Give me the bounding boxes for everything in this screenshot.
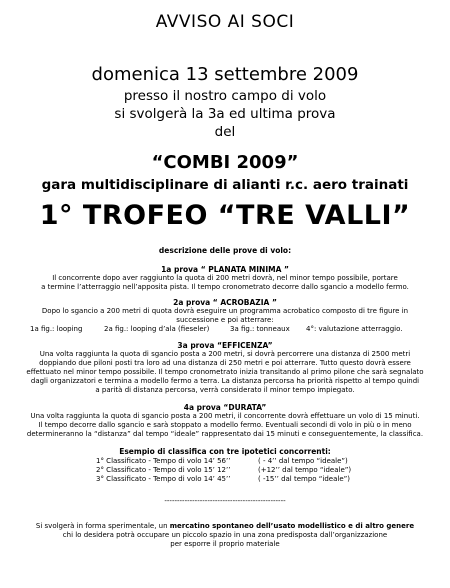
prova-3-line-3: effettuato nel minor tempo possibile. Il tempo cronometrato inizia transitando al primo pilone che sarà segnalato [26, 368, 424, 376]
footer-line-1-text: Si svolgerà in forma sperimentale, un [35, 522, 170, 530]
prova-4-line-1: Una volta raggiunta la quota di sgancio posta a 200 metri, il concorrente dovrà effettuare un volo di 15 minuti. [30, 412, 420, 420]
prova-2-line-2: successione e poi atterrare: [176, 316, 274, 324]
footer-line-3: per esporre il proprio materiale [170, 540, 280, 548]
prova-1-line-1: Il concorrente dopo aver raggiunto la quota di 200 metri dovrà, nel minor tempo possibile, portare [52, 274, 398, 282]
footer-line-1 [0, 522, 450, 531]
prova-3-line-5: a parità di distanza percorsa, verrà considerato il minor tempo impiegato. [95, 386, 355, 394]
notice-title: AVVISO AI SOCI [155, 12, 295, 32]
prova-4-heading: 4a prova “DURATA” [183, 403, 267, 412]
example-heading: Esempio di classifica con tre ipotetici concorrenti: [119, 447, 331, 456]
prova-3-line-2: doppiando due piloni posti tra loro ad una distanza di 250 metri e poi atterrare. Tutto questo dovrà essere [39, 359, 411, 367]
example-row-3-right: ( -15’’ dal tempo “ideale”) [258, 475, 351, 483]
prova-3-line-4: dagli organizzatori e termina a modello fermo a terra. La distanza percorsa ha priorità rispetto al tempo quindi [30, 377, 420, 385]
example-row-1-right: ( - 4’’ dal tempo “ideale”) [258, 457, 348, 465]
prova-1-line-2: a termine l’atterraggio nell’apposita pista. Il tempo cronometrato decorre dallo sgancio a modello fermo. [41, 283, 409, 291]
prova-4-line-3: determineranno la “distanza” dal tempo “ideale” rappresentato dai 15 minuti e conseguentemente, la classifica. [26, 430, 424, 438]
example-row-2-left: 2° Classificato - Tempo di volo 15’ 12’’ [96, 466, 231, 474]
prova-2-figure-4: 4°: valutazione atterraggio. [306, 325, 403, 333]
event-name: “COMBI 2009” [151, 152, 299, 173]
event-date: domenica 13 settembre 2009 [91, 64, 359, 85]
prova-2-line-1: Dopo lo sgancio a 200 metri di quota dovrà eseguire un programma acrobatico composto di tre figure in [41, 307, 409, 315]
example-row-1-left: 1° Classificato - Tempo di volo 14’ 56’’ [96, 457, 231, 465]
trophy-title: 1° TROFEO “TRE VALLI” [39, 200, 411, 231]
prova-3-heading: 3a prova “EFFICENZA” [177, 341, 273, 350]
footer-mercatino: mercatino spontaneo dell’usato modellistico e di altro genere [169, 522, 415, 530]
prova-2-heading: 2a prova “ ACROBAZIA ” [173, 298, 277, 307]
location-line: presso il nostro campo di volo [123, 88, 327, 104]
round-line: si svolgerà la 3a ed ultima prova [114, 106, 336, 122]
footer-line-2: chi lo desidera potrà occupare un piccolo spazio in una zona predisposta dall’organizzazione [62, 531, 388, 539]
prova-3-line-1: Una volta raggiunta la quota di sgancio posta a 200 metri, si dovrà percorrere una distanza di 2500 metri [39, 350, 411, 358]
prova-2-figure-3: 3a fig.: tonneaux [230, 325, 290, 333]
example-row-3-left: 3° Classificato - Tempo di volo 14’ 45’’ [96, 475, 231, 483]
prova-1-heading: 1a prova “ PLANATA MINIMA ” [161, 265, 289, 274]
event-subtitle: gara multidisciplinare di alianti r.c. aero trainati [41, 177, 409, 193]
prova-2-figure-2: 2a fig.: looping d’ala (fieseler) [104, 325, 210, 333]
example-row-2-right: (+12’’ dal tempo “ideale”) [258, 466, 352, 474]
del-line: del [214, 124, 236, 140]
prova-4-line-2: Il tempo decorre dallo sgancio e sarà stoppato a modello fermo. Eventuali secondi di volo in più o in meno [38, 421, 412, 429]
separator: ------------------------------------------------ [164, 497, 286, 505]
description-heading: descrizione delle prove di volo: [158, 246, 292, 255]
prova-2-figure-1: 1a fig.: looping [30, 325, 83, 333]
